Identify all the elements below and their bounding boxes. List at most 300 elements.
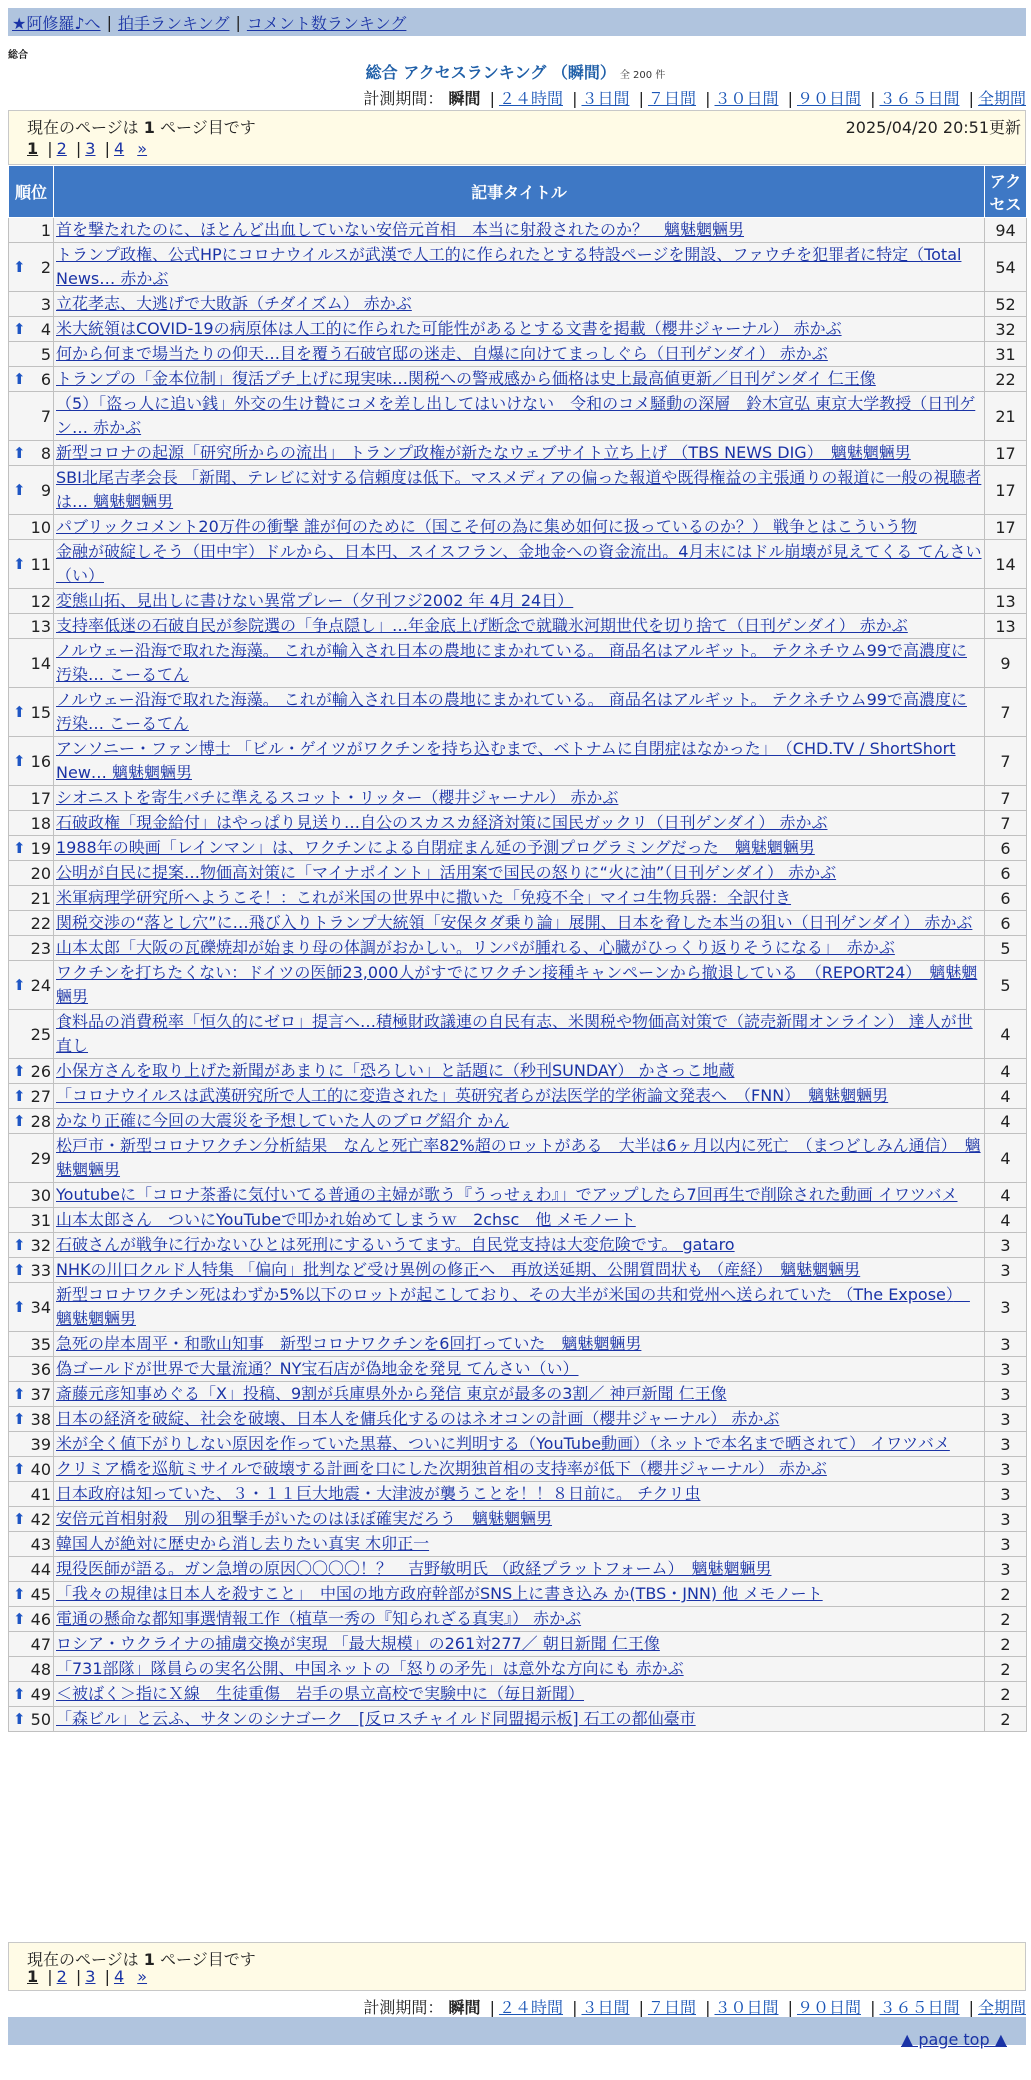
- rank-cell: [9, 811, 54, 836]
- article-link[interactable]: 石破さんが戦争に行かないひとは死刑にするいうてます。自民党支持は大変危険です。 gataro: [56, 1235, 735, 1254]
- rank-number: 9: [40, 480, 51, 500]
- rank-cell: [9, 961, 54, 1010]
- table-row: [9, 1482, 1027, 1507]
- rank-cell: [9, 1084, 54, 1109]
- table-row: [9, 540, 1027, 589]
- access-count: 31: [985, 342, 1027, 367]
- rank-number: 14: [30, 653, 51, 673]
- access-count: 4: [985, 1010, 1027, 1059]
- pager-link-3[interactable]: 3: [85, 139, 96, 158]
- rank-number: 7: [40, 406, 51, 426]
- rank-cell: [9, 1682, 54, 1707]
- status-prefix: 現在のページは: [27, 118, 139, 137]
- article-link[interactable]: Youtubeに「コロナ茶番に気付いてる普通の主婦が歌う『うっせぇわ』」でアップしたら7回再生で削除された動画 イワツバメ: [56, 1185, 958, 1204]
- period-link-90d[interactable]: ９０日間: [796, 1998, 861, 2017]
- rank-cell: [9, 1332, 54, 1357]
- access-count: 3: [985, 1532, 1027, 1557]
- title-cell: [54, 367, 985, 392]
- period-selector-bottom: 計測期間： 瞬間 | ２４時間 | ３日間 | ７日間 | ３０日間 | ９０日間 | ３６５日間 | 全期間: [363, 1998, 1026, 2017]
- access-count: 94: [985, 218, 1027, 243]
- rank-number: 8: [40, 443, 51, 463]
- rank-number: 13: [30, 616, 51, 636]
- period-link-3d[interactable]: ３日間: [581, 89, 630, 108]
- rank-number: 35: [30, 1334, 51, 1354]
- table-row: [9, 1682, 1027, 1707]
- up-arrow-icon: ⬆: [13, 480, 26, 499]
- period-link-7d[interactable]: ７日間: [647, 89, 696, 108]
- article-link[interactable]: トランプ政権、公式HPにコロナウイルスが武漢で人工的に作られたとする特設ページを開設、ファウチを犯罪者に特定（Total News… 赤かぶ: [56, 245, 962, 288]
- title-cell: [54, 1084, 985, 1109]
- access-count: 7: [985, 737, 1027, 786]
- period-link-365d[interactable]: ３６５日間: [879, 89, 960, 108]
- access-count: 17: [985, 515, 1027, 540]
- access-count: 21: [985, 392, 1027, 441]
- article-link[interactable]: ノルウェー沿海で取れた海藻。 これが輸入され日本の農地にまかれている。 商品名はアルギット。 テクネチウム99で高濃度に汚染… こーるてん: [56, 641, 967, 684]
- title-cell: [54, 786, 985, 811]
- article-link[interactable]: パブリックコメント20万件の衝撃 誰が何のために（国こそ何の為に集め如何に扱っているのか？） 戦争とはこういう物: [56, 517, 917, 536]
- access-count: 6: [985, 861, 1027, 886]
- table-row: [9, 1657, 1027, 1682]
- title-cell: [54, 1407, 985, 1432]
- access-count: 5: [985, 936, 1027, 961]
- article-link[interactable]: 山本太郎「大阪の瓦礫焼却が始まり母の体調がおかしい。リンパが腫れる、心臓がひっくり返りそうになる」 赤かぶ: [56, 938, 895, 957]
- rank-cell: [9, 317, 54, 342]
- rank-cell: [9, 1557, 54, 1582]
- title-cell: [54, 466, 985, 515]
- rank-number: 39: [30, 1434, 51, 1454]
- rank-number: 50: [30, 1709, 51, 1729]
- rank-cell: [9, 466, 54, 515]
- access-count: 2: [985, 1657, 1027, 1682]
- period-link-365d[interactable]: ３６５日間: [879, 1998, 960, 2017]
- rank-cell: [9, 1607, 54, 1632]
- rank-cell: [9, 441, 54, 466]
- title-cell: [54, 911, 985, 936]
- article-link[interactable]: トランプの「金本位制」復活プチ上げに現実味…関税への警戒感から価格は史上最高値更新／日刊ゲンダイ 仁王像: [56, 369, 876, 388]
- access-count: 2: [985, 1682, 1027, 1707]
- access-count: 4: [985, 1059, 1027, 1084]
- article-link[interactable]: 公明が自民に提案…物価高対策に「マイナポイント」活用案で国民の怒りに“火に油”（日刊ゲンダイ） 赤かぶ: [56, 863, 837, 882]
- article-link[interactable]: 立花孝志、大逃げで大敗訴（チダイズム） 赤かぶ: [56, 294, 412, 313]
- title-cell: [54, 688, 985, 737]
- article-link[interactable]: 金融が破綻しそう（田中宇）ドルから、日本円、スイスフラン、金地金への資金流出。4月末にはドル崩壊が見えてくる てんさい（い）: [56, 542, 982, 585]
- rank-number: 30: [30, 1185, 51, 1205]
- up-arrow-icon: ⬆: [13, 1509, 26, 1528]
- rank-cell: [9, 614, 54, 639]
- article-link[interactable]: 日本政府は知っていた、３・１１巨大地震・大津波が襲うことを！！８日前に。 チクリ虫: [56, 1484, 701, 1503]
- access-count: 5: [985, 961, 1027, 1010]
- article-link[interactable]: 新型コロナの起源「研究所からの流出」 トランプ政権が新たなウェブサイト立ち上げ （TBS NEWS DIG） 魑魅魍魎男: [56, 443, 911, 462]
- table-row: [9, 786, 1027, 811]
- rank-cell: [9, 1632, 54, 1657]
- nav-link-ashura[interactable]: ★阿修羅♪へ: [12, 13, 101, 33]
- article-link[interactable]: かなり正確に今回の大震災を予想していた人のブログ紹介 かん: [56, 1111, 510, 1130]
- rank-number: 45: [30, 1584, 51, 1604]
- rank-number: 47: [30, 1634, 51, 1654]
- title-cell: [54, 1332, 985, 1357]
- article-link[interactable]: 首を撃たれたのに、ほとんど出血していない安倍元首相 本当に射殺されたのか？ 魑魅魍魎男: [56, 220, 745, 239]
- up-arrow-icon: ⬆: [13, 1235, 26, 1254]
- access-count: 14: [985, 540, 1027, 589]
- article-link[interactable]: 支持率低迷の石破自民が参院選の「争点隠し」…年金底上げ断念で就職氷河期世代を切り捨て（日刊ゲンダイ） 赤かぶ: [56, 616, 908, 635]
- header-rank: 順位: [9, 166, 54, 218]
- article-link[interactable]: 関税交渉の“落とし穴”に…飛び入りトランプ大統領「安保タダ乗り論」展開、日本を脅した本当の狙い（日刊ゲンダイ） 赤かぶ: [56, 913, 973, 932]
- pager-current: 1: [27, 139, 39, 158]
- title-cell: [54, 342, 985, 367]
- rank-number: 26: [30, 1061, 51, 1081]
- status-page-num: 1: [143, 1950, 155, 1969]
- period-link-all[interactable]: 全期間: [977, 1998, 1026, 2017]
- rank-number: 4: [40, 319, 51, 339]
- period-current: 瞬間: [448, 1998, 481, 2017]
- table-row: [9, 1607, 1027, 1632]
- table-row: [9, 1109, 1027, 1134]
- title-cell: [54, 811, 985, 836]
- article-link[interactable]: 小保方さんを取り上げた新聞があまりに「恐ろしい」と話題に（秒刊SUNDAY） かさっこ地蔵: [56, 1061, 735, 1080]
- rank-cell: [9, 1507, 54, 1532]
- pager-top: 1 | 2 | 3 | 4 »: [27, 139, 148, 158]
- ranking-table: [8, 165, 1027, 1732]
- rank-number: 41: [30, 1484, 51, 1504]
- up-arrow-icon: ⬆: [13, 1584, 26, 1603]
- title-cell: [54, 1183, 985, 1208]
- access-count: 4: [985, 1084, 1027, 1109]
- up-arrow-icon: ⬆: [13, 751, 26, 770]
- rank-number: 11: [30, 554, 51, 574]
- nav-separator: |: [106, 12, 112, 32]
- title-cell: [54, 441, 985, 466]
- rank-number: 1: [40, 220, 51, 240]
- article-link[interactable]: 電通の懸命な都知事選情報工作（植草一秀の『知られざる真実』） 赤かぶ: [56, 1609, 582, 1628]
- access-count: 9: [985, 639, 1027, 688]
- title-cell: [54, 961, 985, 1010]
- period-label: 計測期間：: [363, 1998, 444, 2017]
- rank-cell: [9, 886, 54, 911]
- title-cell: [54, 1010, 985, 1059]
- article-link[interactable]: 「コロナウイルスは武漢研究所で人工的に変造された」英研究者らが法医学的学術論文発表へ （FNN） 魑魅魍魎男: [56, 1086, 889, 1105]
- title-cell: [54, 1382, 985, 1407]
- access-count: 3: [985, 1283, 1027, 1332]
- article-link[interactable]: 米軍病理学研究所へようこそ！：これが米国の世界中に撒いた「免疫不全」マイコ生物兵器：全訳付き: [56, 888, 792, 907]
- title-cell: [54, 861, 985, 886]
- up-arrow-icon: ⬆: [13, 1384, 26, 1403]
- rank-cell: [9, 1532, 54, 1557]
- page-info-bottom: [8, 1942, 1026, 1991]
- up-arrow-icon: ⬆: [13, 554, 26, 573]
- rank-cell: [9, 367, 54, 392]
- access-count: 3: [985, 1432, 1027, 1457]
- rank-number: 15: [30, 702, 51, 722]
- table-row: [9, 1557, 1027, 1582]
- rank-cell: [9, 218, 54, 243]
- title-cell: [54, 317, 985, 342]
- table-row: [9, 1332, 1027, 1357]
- period-selector-top: 計測期間： 瞬間 | ２４時間 | ３日間 | ７日間 | ３０日間 | ９０日間 | ３６５日間 | 全期間: [363, 89, 1026, 108]
- article-link[interactable]: 食料品の消費税率「恒久的にゼロ」提言へ…積極財政議連の自民有志、米関税や物価高対策で（読売新聞オンライン） 達人が世直し: [56, 1012, 973, 1055]
- article-link[interactable]: 米が全く値下がりしない原因を作っていた黒幕、ついに判明する（YouTube動画）（ネットで本名まで晒されて） イワツバメ: [56, 1434, 950, 1453]
- access-count: 3: [985, 1407, 1027, 1432]
- table-row: [9, 1432, 1027, 1457]
- access-count: 3: [985, 1233, 1027, 1258]
- pager-link-2[interactable]: 2: [56, 139, 67, 158]
- rank-cell: [9, 1707, 54, 1732]
- pager-link-4[interactable]: 4: [113, 139, 125, 158]
- table-row: [9, 1283, 1027, 1332]
- period-link-all[interactable]: 全期間: [977, 89, 1026, 108]
- ranking-title: [0, 60, 1031, 83]
- up-arrow-icon: ⬆: [13, 975, 26, 994]
- rank-number: 49: [30, 1684, 51, 1704]
- table-row: [9, 1507, 1027, 1532]
- up-arrow-icon: ⬆: [13, 1709, 26, 1728]
- access-count: 54: [985, 243, 1027, 292]
- up-arrow-icon: ⬆: [13, 443, 26, 462]
- title-cell: [54, 1707, 985, 1732]
- title-cell: [54, 540, 985, 589]
- pager-next[interactable]: »: [137, 139, 148, 158]
- access-count: 17: [985, 466, 1027, 515]
- rank-cell: [9, 1208, 54, 1233]
- article-link[interactable]: ノルウェー沿海で取れた海藻。 これが輸入され日本の農地にまかれている。 商品名はアルギット。 テクネチウム99で高濃度に汚染… こーるてん: [56, 690, 967, 733]
- rank-number: 37: [30, 1384, 51, 1404]
- access-count: 4: [985, 1134, 1027, 1183]
- top-nav-bar: [8, 8, 1026, 36]
- rank-number: 21: [30, 888, 51, 908]
- rank-cell: [9, 1010, 54, 1059]
- table-row: [9, 1208, 1027, 1233]
- rank-cell: [9, 392, 54, 441]
- table-row: [9, 1532, 1027, 1557]
- title-cell: [54, 1557, 985, 1582]
- article-link[interactable]: 松戸市・新型コロナワクチン分析結果 なんと死亡率82%超のロットがある 大半は6ヶ月以内に死亡 （まつどしみん通信） 魑魅魍魎男: [56, 1136, 981, 1179]
- rank-number: 23: [30, 938, 51, 958]
- title-cell: [54, 1134, 985, 1183]
- table-row: [9, 367, 1027, 392]
- rank-cell: [9, 836, 54, 861]
- rank-cell: [9, 540, 54, 589]
- article-link[interactable]: （5）「盗っ人に追い銭」外交の生け贄にコメを差し出してはいけない 令和のコメ騒動の深層 鈴木宣弘 東京大学教授（日刊ゲン… 赤かぶ: [56, 394, 976, 437]
- table-row: [9, 836, 1027, 861]
- rank-cell: [9, 936, 54, 961]
- header-access: アクセス: [985, 166, 1027, 218]
- up-arrow-icon: ⬆: [13, 702, 26, 721]
- title-cell: [54, 1607, 985, 1632]
- article-link[interactable]: 現役医師が語る。ガン急増の原因〇〇〇〇！？ 吉野敏明氏 （政経プラットフォーム） 魑魅魍魎男: [56, 1559, 772, 1578]
- period-link-3d[interactable]: ３日間: [581, 1998, 630, 2017]
- pager-bottom: 1 | 2 | 3 | 4 »: [27, 1967, 148, 1986]
- status-prefix: 現在のページは: [27, 1950, 139, 1969]
- access-count: 3: [985, 1457, 1027, 1482]
- title-cell: [54, 589, 985, 614]
- title-cell: [54, 1507, 985, 1532]
- access-count: 3: [985, 1507, 1027, 1532]
- rank-cell: [9, 1357, 54, 1382]
- rank-number: 46: [30, 1609, 51, 1629]
- rank-cell: [9, 1109, 54, 1134]
- period-link-30d[interactable]: ３０日間: [714, 1998, 779, 2017]
- article-link[interactable]: 斎藤元彦知事めぐる「X」投稿、9割が兵庫県外から発信 東京が最多の3割／ 神戸新聞 仁王像: [56, 1384, 727, 1403]
- rank-number: 40: [30, 1459, 51, 1479]
- rank-cell: [9, 1382, 54, 1407]
- title-cell: [54, 1109, 985, 1134]
- pager-link-3[interactable]: 3: [85, 1967, 96, 1986]
- access-count: 2: [985, 1607, 1027, 1632]
- pager-link-4[interactable]: 4: [113, 1967, 125, 1986]
- access-count: 3: [985, 1382, 1027, 1407]
- up-arrow-icon: ⬆: [13, 319, 26, 338]
- rank-number: 18: [30, 813, 51, 833]
- title-cell: [54, 1482, 985, 1507]
- title-cell: [54, 836, 985, 861]
- nav-link-applause-ranking[interactable]: 拍手ランキング: [117, 13, 230, 33]
- table-row: [9, 218, 1027, 243]
- article-link[interactable]: 安倍元首相射殺 別の狙撃手がいたのはほぼ確実だろう 魑魅魍魎男: [56, 1509, 553, 1528]
- title-cell: [54, 1258, 985, 1283]
- period-current: 瞬間: [448, 89, 481, 108]
- title-cell: [54, 218, 985, 243]
- rank-cell: [9, 1657, 54, 1682]
- rank-cell: [9, 515, 54, 540]
- table-row: [9, 589, 1027, 614]
- title-cell: [54, 292, 985, 317]
- period-link-7d[interactable]: ７日間: [647, 1998, 696, 2017]
- access-count: 17: [985, 441, 1027, 466]
- rank-number: 34: [30, 1297, 51, 1317]
- rank-cell: [9, 243, 54, 292]
- article-link[interactable]: 新型コロナワクチン死はわずか5%以下のロットが起こしており、その大半が米国の共和党州へ送られていた （The Expose） 魑魅魍魎男: [56, 1285, 970, 1328]
- rank-number: 42: [30, 1509, 51, 1529]
- article-link[interactable]: ワクチンを打ちたくない：ドイツの医師23,000人がすでにワクチン接種キャンペーンから撤退している （REPORT24） 魑魅魍魎男: [56, 963, 978, 1006]
- article-link[interactable]: 何から何まで場当たりの仰天…目を覆う石破官邸の迷走、自爆に向けてまっしぐら（日刊ゲンダイ） 赤かぶ: [56, 344, 828, 363]
- article-link[interactable]: 山本太郎さん ついにYouTubeで叩かれ始めてしまうｗ 2chsc 他 メモノート: [56, 1210, 636, 1229]
- rank-number: 29: [30, 1148, 51, 1168]
- nav-link-comment-ranking[interactable]: コメント数ランキング: [246, 13, 407, 33]
- article-link[interactable]: 「森ビル」と云ふ、サタンのシナゴーク [反ロスチャイルド同盟掲示板] 石工の都仙臺市: [56, 1709, 696, 1728]
- rank-number: 2: [40, 257, 51, 277]
- period-link-90d[interactable]: ９０日間: [796, 89, 861, 108]
- table-row: [9, 1183, 1027, 1208]
- access-count: 22: [985, 367, 1027, 392]
- period-link-24h[interactable]: ２４時間: [498, 1998, 563, 2017]
- access-count: 3: [985, 1482, 1027, 1507]
- pager-next[interactable]: »: [137, 1967, 148, 1986]
- period-link-30d[interactable]: ３０日間: [714, 89, 779, 108]
- up-arrow-icon: ⬆: [13, 1684, 26, 1703]
- article-link[interactable]: 韓国人が絶対に歴史から消し去りたい真実 木卯正一: [56, 1534, 430, 1553]
- article-link[interactable]: 日本の経済を破綻、社会を破壊、日本人を傭兵化するのはネオコンの計画（櫻井ジャーナル） 赤かぶ: [56, 1409, 780, 1428]
- period-label: 計測期間：: [363, 89, 444, 108]
- title-cell: [54, 1432, 985, 1457]
- access-count: 13: [985, 589, 1027, 614]
- access-count: 3: [985, 1357, 1027, 1382]
- up-arrow-icon: ⬆: [13, 838, 26, 857]
- page-top-link[interactable]: ▲ page top ▲: [900, 2030, 1007, 2049]
- table-row: [9, 961, 1027, 1010]
- rank-number: 48: [30, 1659, 51, 1679]
- rank-cell: [9, 861, 54, 886]
- title-cell: [54, 1682, 985, 1707]
- rank-cell: [9, 1407, 54, 1432]
- rank-number: 12: [30, 591, 51, 611]
- table-row: [9, 342, 1027, 367]
- article-link[interactable]: 石破政権「現金給付」はやっぱり見送り…自公のスカスカ経済対策に国民ガックリ（日刊ゲンダイ） 赤かぶ: [56, 813, 828, 832]
- period-link-24h[interactable]: ２４時間: [498, 89, 563, 108]
- article-link[interactable]: ロシア・ウクライナの捕虜交換が実現 「最大規模」の261対277／ 朝日新聞 仁王像: [56, 1634, 660, 1653]
- title-cell: [54, 1233, 985, 1258]
- article-link[interactable]: NHKの川口クルド人特集 「偏向」批判など受け異例の修正へ 再放送延期、公開質問状も （産経） 魑魅魍魎男: [56, 1260, 861, 1279]
- title-cell: [54, 392, 985, 441]
- article-link[interactable]: シオニストを寄生バチに準えるスコット・リッター（櫻井ジャーナル） 赤かぶ: [56, 788, 619, 807]
- article-link[interactable]: 「我々の規律は日本人を殺すこと」 中国の地方政府幹部がSNS上に書き込み か(TBS・JNN) 他 メモノート: [56, 1584, 823, 1603]
- table-row: [9, 688, 1027, 737]
- up-arrow-icon: ⬆: [13, 369, 26, 388]
- rank-cell: [9, 639, 54, 688]
- table-row: [9, 515, 1027, 540]
- article-link[interactable]: アンソニー・ファン博士 「ビル・ゲイツがワクチンを持ち込むまで、ベトナムに自閉症はなかった」 （CHD.TV / ShortShort New… 魑魅魍魎男: [56, 739, 956, 782]
- table-row: [9, 1010, 1027, 1059]
- rank-number: 38: [30, 1409, 51, 1429]
- rank-number: 28: [30, 1111, 51, 1131]
- rank-cell: [9, 737, 54, 786]
- access-count: 52: [985, 292, 1027, 317]
- title-cell: [54, 614, 985, 639]
- article-link[interactable]: クリミア橋を巡航ミサイルで破壊する計画を口にした次期独首相の支持率が低下（櫻井ジャーナル） 赤かぶ: [56, 1459, 827, 1478]
- table-row: [9, 1233, 1027, 1258]
- table-row: [9, 243, 1027, 292]
- title-cell: [54, 1532, 985, 1557]
- article-link[interactable]: 変態山拓、見出しに書けない異常プレー（夕刊フジ2002 年 4月 24日）: [56, 591, 574, 610]
- rank-cell: [9, 1059, 54, 1084]
- access-count: 3: [985, 1557, 1027, 1582]
- article-link[interactable]: 「731部隊」隊員らの実名公開、中国ネットの「怒りの矛先」は意外な方向にも 赤かぶ: [56, 1659, 684, 1678]
- title-cell: [54, 886, 985, 911]
- title-cell: [54, 1632, 985, 1657]
- title-cell: [54, 737, 985, 786]
- rank-number: 3: [40, 294, 51, 314]
- pager-link-2[interactable]: 2: [56, 1967, 67, 1986]
- access-count: 2: [985, 1707, 1027, 1732]
- rank-number: 43: [30, 1534, 51, 1554]
- article-link[interactable]: ＜被ばく＞指にＸ線 生徒重傷 岩手の県立高校で実験中に（毎日新聞）: [56, 1684, 585, 1703]
- rank-cell: [9, 1482, 54, 1507]
- article-link[interactable]: 急死の岸本周平・和歌山知事 新型コロナワクチンを6回打っていた 魑魅魍魎男: [56, 1334, 642, 1353]
- access-count: 7: [985, 786, 1027, 811]
- table-row: [9, 1059, 1027, 1084]
- access-count: 32: [985, 317, 1027, 342]
- title-cell: [54, 936, 985, 961]
- nav-separator: |: [235, 12, 241, 32]
- table-row: [9, 936, 1027, 961]
- table-row: [9, 1084, 1027, 1109]
- table-row: [9, 1258, 1027, 1283]
- article-link[interactable]: 米大統領はCOVID-19の病原体は人工的に作られた可能性があるとする文書を掲載（櫻井ジャーナル） 赤かぶ: [56, 319, 842, 338]
- up-arrow-icon: ⬆: [13, 1297, 26, 1316]
- rank-number: 5: [40, 344, 51, 364]
- article-link[interactable]: SBI北尾吉孝会長 「新聞、テレビに対する信頼度は低下。マスメディアの偏った報道や既得権益の主張通りの報道に一般の視聴者は… 魑魅魍魎男: [56, 468, 982, 511]
- rank-number: 27: [30, 1086, 51, 1106]
- article-link[interactable]: 1988年の映画「レインマン」は、ワクチンによる自閉症まん延の予測プログラミングだった 魑魅魍魎男: [56, 838, 815, 857]
- rank-cell: [9, 688, 54, 737]
- article-link[interactable]: 偽ゴールドが世界で大量流通？NY宝石店が偽地金を発見 てんさい（い）: [56, 1359, 579, 1378]
- rank-number: 25: [30, 1024, 51, 1044]
- rank-cell: [9, 1183, 54, 1208]
- table-row: [9, 614, 1027, 639]
- access-count: 7: [985, 688, 1027, 737]
- up-arrow-icon: ⬆: [13, 1459, 26, 1478]
- rank-cell: [9, 1582, 54, 1607]
- access-count: 3: [985, 1258, 1027, 1283]
- table-row: [9, 1582, 1027, 1607]
